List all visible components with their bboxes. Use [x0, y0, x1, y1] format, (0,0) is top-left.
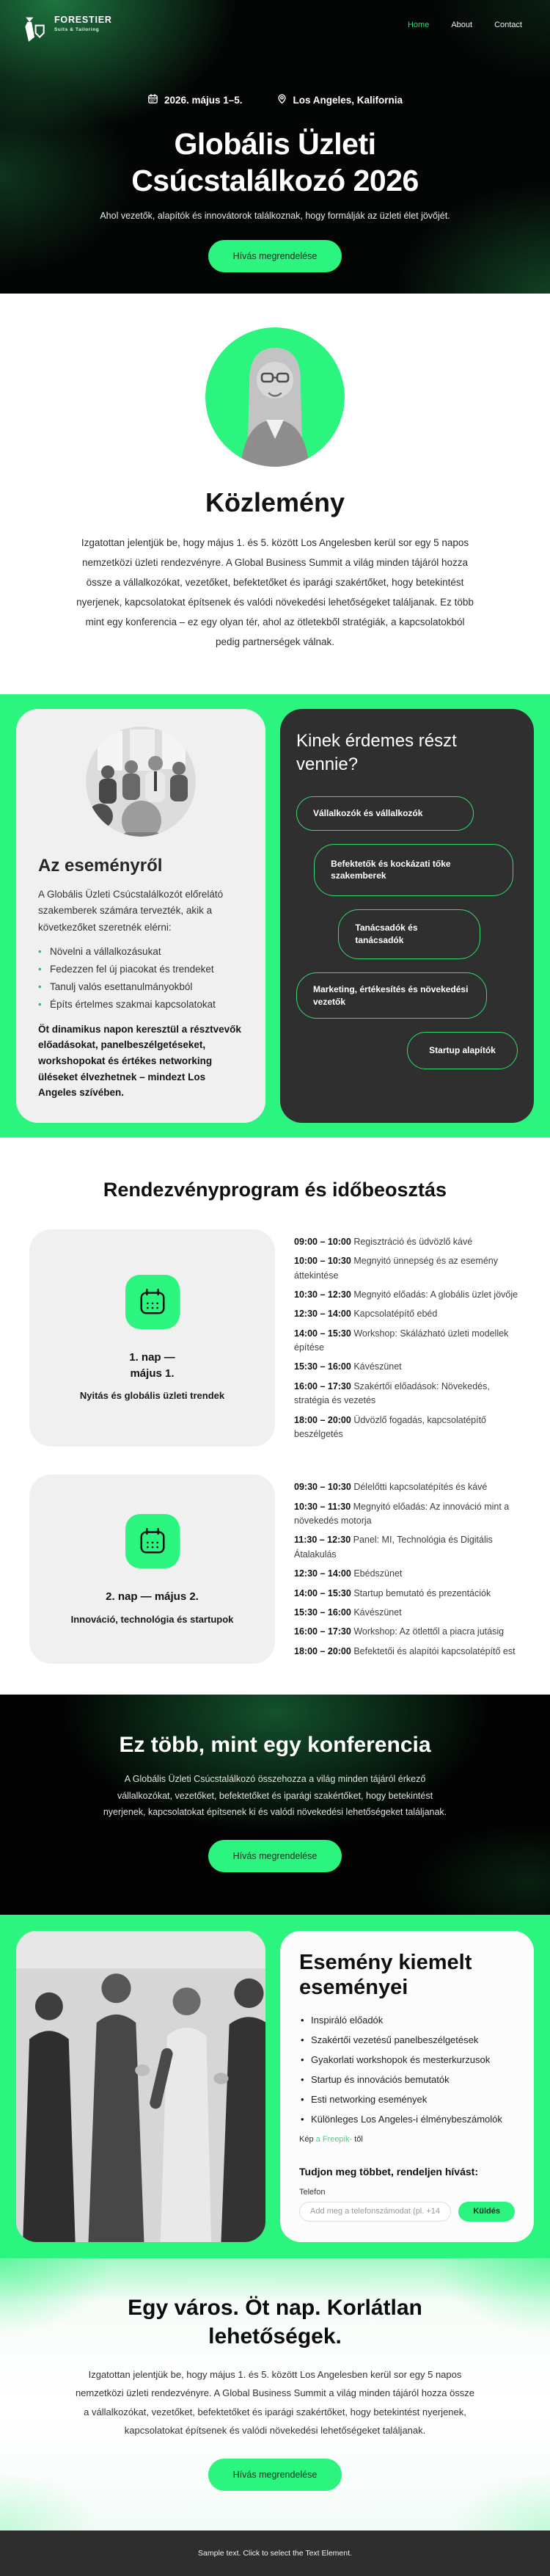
day-title-line: május 1.: [130, 1367, 175, 1380]
closing-heading: Egy város. Öt nap. Korlátlan lehetőségek.: [128, 2295, 422, 2348]
tie-logo-icon: [21, 15, 48, 49]
footer-text: Sample text. Click to select the Text Element.: [198, 2549, 352, 2558]
cta-section: [0, 1695, 550, 1915]
schedule-item: [294, 1625, 521, 1639]
schedule-text: Üdvözlő fogadás, kapcsolatépítő beszélgetés: [294, 1414, 486, 1439]
brand-name: FORESTIER: [54, 15, 112, 25]
schedule-time: 09:00 – 10:00: [294, 1236, 351, 1247]
schedule-time: 18:00 – 20:00: [294, 1645, 351, 1656]
page-footer: [0, 2530, 550, 2576]
schedule-text: Délelőtti kapcsolatépítés és kávé: [353, 1482, 488, 1493]
speaker-avatar-photo: [205, 327, 345, 467]
event-meta: [0, 93, 550, 106]
highlight-bullet: • Gyakorlati workshopok és mesterkurzusok: [299, 2054, 515, 2065]
about-bullet: • Növelni a vállalkozásukat: [38, 946, 243, 957]
credit-prefix: Kép: [299, 2134, 316, 2144]
brand-tagline: Suits & Tailoring: [54, 27, 100, 32]
audience-tag-pill[interactable]: Vállalkozók és vállalkozók: [296, 796, 474, 831]
schedule-text: Befektetői és alapítói kapcsolatépítő est: [353, 1645, 516, 1656]
schedule-item: [294, 1360, 521, 1374]
schedule-item: [294, 1413, 521, 1442]
schedule-item: [294, 1380, 521, 1408]
page-title: Globális Üzleti Csúcstalálkozó 2026: [131, 127, 419, 198]
meeting-group-photo: [86, 727, 196, 837]
schedule-time: 16:00 – 17:30: [294, 1380, 351, 1391]
credit-suffix: től: [352, 2134, 363, 2144]
schedule-time: 10:00 – 10:30: [294, 1256, 351, 1267]
order-call-button[interactable]: Hívás megrendelése: [208, 240, 342, 272]
day-title-line: 1. nap —: [129, 1350, 175, 1364]
day-2-card: [29, 1474, 275, 1664]
schedule-item: [294, 1288, 521, 1302]
about-bullet: • Építs értelmes szakmai kapcsolatokat: [38, 999, 243, 1010]
schedule-text: Startup bemutató és prezentációk: [353, 1587, 491, 1598]
closing-body: Izgatottan jelentjük be, hogy május 1. és 5. között Los Angelesben kerül sor egy 5 napos nemzetközi üzleti rendezvényre. A Global Business Summit a világ minden tájáról hozza össze a vállalkozókat, vezetőket, befektetőket és iparági szakértőket, hogy betekintést nyerjenek, kapcsolatokat építsenek és valódi növekedési lehetőségeket találjanak.: [75, 2368, 475, 2436]
schedule-item: [294, 1606, 521, 1620]
schedule-text: Megnyitó előadás: Az innováció mint a növekedés motorja: [294, 1501, 510, 1527]
audience-tag-pill[interactable]: Tanácsadók és tanácsadók: [338, 909, 480, 959]
brand-logo[interactable]: [21, 15, 112, 49]
calendar-badge-icon: [125, 1514, 180, 1568]
day-title-line: 2. nap — május 2.: [106, 1590, 199, 1603]
schedule-item: [294, 1500, 521, 1529]
schedule-item: [294, 1254, 521, 1283]
schedule-text: Szakértői előadások: Növekedés, stratégia és vezetés: [294, 1380, 490, 1406]
nav-item-contact[interactable]: Contact: [494, 21, 522, 29]
nav-item-about[interactable]: About: [451, 21, 473, 29]
who-heading: Kinek érdemes részt vennie?: [296, 731, 457, 775]
about-event-outro: Öt dinamikus napon keresztül a résztvevők előadásokat, panelbeszélgetéseket, workshopokat és értékes networking üléseket élvezhetnek – mindezt Los Angeles szívében.: [38, 1023, 241, 1099]
schedule-time: 10:30 – 11:30: [294, 1501, 351, 1512]
event-location: [276, 93, 403, 106]
networking-people-photo: [16, 1931, 265, 2242]
schedule-item: [294, 1645, 521, 1659]
schedule-text: Kávészünet: [353, 1361, 402, 1372]
event-location-label: Los Angeles, Kalifornia: [293, 94, 403, 106]
order-call-button[interactable]: Hívás megrendelése: [208, 1840, 342, 1872]
about-bullet: • Tanulj valós esettanulmányokból: [38, 981, 243, 992]
schedule-item: [294, 1327, 521, 1356]
calendar-icon: [147, 93, 158, 106]
audience-tag-pill[interactable]: Befektetők és kockázati tőke szakemberek: [314, 844, 513, 897]
program-day-2-row: [29, 1474, 521, 1664]
event-date: [147, 93, 243, 106]
schedule-text: Workshop: Skálázható üzleti modellek építése: [294, 1328, 509, 1353]
schedule-text: Workshop: Az ötlettől a piacra jutásig: [353, 1626, 505, 1637]
about-event-intro: A Globális Üzleti Csúcstalálkozót előrelátó szakemberek számára tervezték, akik a következőket szeretnék elérni:: [38, 889, 224, 933]
schedule-text: Ebédszünet: [353, 1568, 403, 1579]
location-pin-icon: [276, 93, 287, 106]
calendar-badge-icon: [125, 1275, 180, 1329]
schedule-text: Kapcsolatépítő ebéd: [353, 1309, 438, 1320]
event-date-label: 2026. május 1–5.: [164, 94, 243, 106]
freepik-link[interactable]: a Freepik-: [315, 2134, 353, 2144]
phone-input[interactable]: [299, 2202, 451, 2222]
program-heading: Rendezvényprogram és időbeosztás: [103, 1178, 447, 1201]
highlight-bullet: • Szakértői vezetésű panelbeszélgetések: [299, 2034, 515, 2045]
about-event-bullets: [38, 946, 243, 1010]
order-call-button[interactable]: Hívás megrendelése: [208, 2459, 342, 2491]
audience-tag-pill[interactable]: Marketing, értékesítés és növekedési vezetők: [296, 972, 487, 1019]
form-heading: Tudjon meg többet, rendeljen hívást:: [299, 2165, 478, 2177]
schedule-time: 15:30 – 16:00: [294, 1607, 351, 1618]
schedule-item: [294, 1587, 521, 1601]
schedule-time: 11:30 – 12:30: [294, 1535, 351, 1546]
nav-item-home[interactable]: Home: [407, 21, 430, 29]
phone-form: [299, 2202, 515, 2222]
hero-subtitle: Ahol vezetők, alapítók és innovátorok találkoznak, hogy formálják az üzleti élet jövőjét.: [100, 211, 450, 222]
audience-tags: [296, 796, 518, 1069]
day-2-schedule: [294, 1474, 521, 1664]
schedule-time: 10:30 – 12:30: [294, 1289, 351, 1300]
main-nav: [408, 15, 522, 29]
schedule-time: 16:00 – 17:30: [294, 1626, 351, 1637]
schedule-time: 12:30 – 14:00: [294, 1309, 351, 1320]
program-day-1-row: [29, 1229, 521, 1447]
highlight-bullet: • Esti networking események: [299, 2094, 515, 2105]
schedule-item: [294, 1567, 521, 1581]
about-event-card: [16, 709, 265, 1123]
schedule-text: Megnyitó ünnepség és az esemény áttekintése: [294, 1256, 498, 1281]
day-1-title: [129, 1350, 175, 1382]
day-1-schedule: [294, 1229, 521, 1447]
schedule-text: Kávészünet: [353, 1607, 402, 1618]
highlights-bullets: [299, 2015, 515, 2125]
day-1-card: [29, 1229, 275, 1447]
schedule-time: 12:30 – 14:00: [294, 1568, 351, 1579]
about-bullet: • Fedezzen fel új piacokat és trendeket: [38, 964, 243, 975]
audience-tag-pill[interactable]: Startup alapítók: [407, 1032, 518, 1069]
schedule-time: 18:00 – 20:00: [294, 1414, 351, 1425]
photo-credit: [299, 2135, 515, 2144]
cta-body: A Globális Üzleti Csúcstalálkozó összehozza a világ minden tájáról érkező vállalkozókat, vezetőket, befektetőket és iparági szakértőket, hogy betekintést nyerjenek, kapcsolatokat építsenek ki és valódi növekedési lehetőségeket találjanak.: [103, 1774, 447, 1818]
day-2-subtitle: Innováció, technológia és startupok: [70, 1613, 234, 1625]
about-event-heading: Az eseményről: [38, 856, 163, 876]
highlight-bullet: • Startup és innovációs bemutatók: [299, 2074, 515, 2085]
schedule-text: Regisztráció és üdvözlő kávé: [353, 1236, 473, 1247]
highlights-heading: Esemény kiemelt eseményei: [299, 1950, 472, 1999]
announcement-section: [0, 294, 550, 694]
program-section: [0, 1138, 550, 1695]
day-1-subtitle: Nyitás és globális üzleti trendek: [79, 1390, 225, 1402]
highlight-bullet: • Különleges Los Angeles-i élménybeszámolók: [299, 2114, 515, 2125]
phone-label: Telefon: [299, 2187, 326, 2197]
highlight-bullet: • Inspiráló előadók: [299, 2015, 515, 2026]
highlights-card: [280, 1931, 534, 2242]
schedule-text: Panel: MI, Technológia és Digitális Átalakulás: [294, 1535, 493, 1560]
about-who-section: [0, 694, 550, 1138]
cta-heading: Ez több, mint egy konferencia: [119, 1733, 431, 1758]
closing-section: [0, 2258, 550, 2530]
who-should-attend-card: [280, 709, 534, 1123]
schedule-text: Megnyitó előadás: A globális üzlet jövője: [353, 1289, 518, 1300]
schedule-item: [294, 1235, 521, 1249]
day-2-title: [106, 1589, 199, 1605]
hero-section: [0, 0, 550, 294]
send-button[interactable]: Küldés: [458, 2202, 515, 2222]
schedule-item: [294, 1533, 521, 1562]
schedule-time: 14:00 – 15:30: [294, 1328, 351, 1339]
schedule-time: 14:00 – 15:30: [294, 1587, 351, 1598]
announcement-body: Izgatottan jelentjük be, hogy május 1. és 5. között Los Angelesben kerül sor egy 5 napos nemzetközi üzleti rendezvényre. A Global Business Summit a világ minden tájáról hozza össze a vállalkozókat, vezetőket, befektetőket és iparági szakértőket, hogy betekintést nyerjenek, kapcsolatokat építsenek és valódi növekedési lehetőségeket találjanak. Ez több mint egy konferencia – ez egy olyan tér, ahol az ötletekből stratégiák, a kapcsolatokból pedig partnerségek válnak.: [76, 537, 474, 647]
announcement-heading: Közlemény: [205, 487, 345, 517]
highlights-section: [0, 1915, 550, 2258]
schedule-item: [294, 1480, 521, 1494]
schedule-time: 15:30 – 16:00: [294, 1361, 351, 1372]
schedule-item: [294, 1307, 521, 1321]
schedule-time: 09:30 – 10:30: [294, 1482, 351, 1493]
